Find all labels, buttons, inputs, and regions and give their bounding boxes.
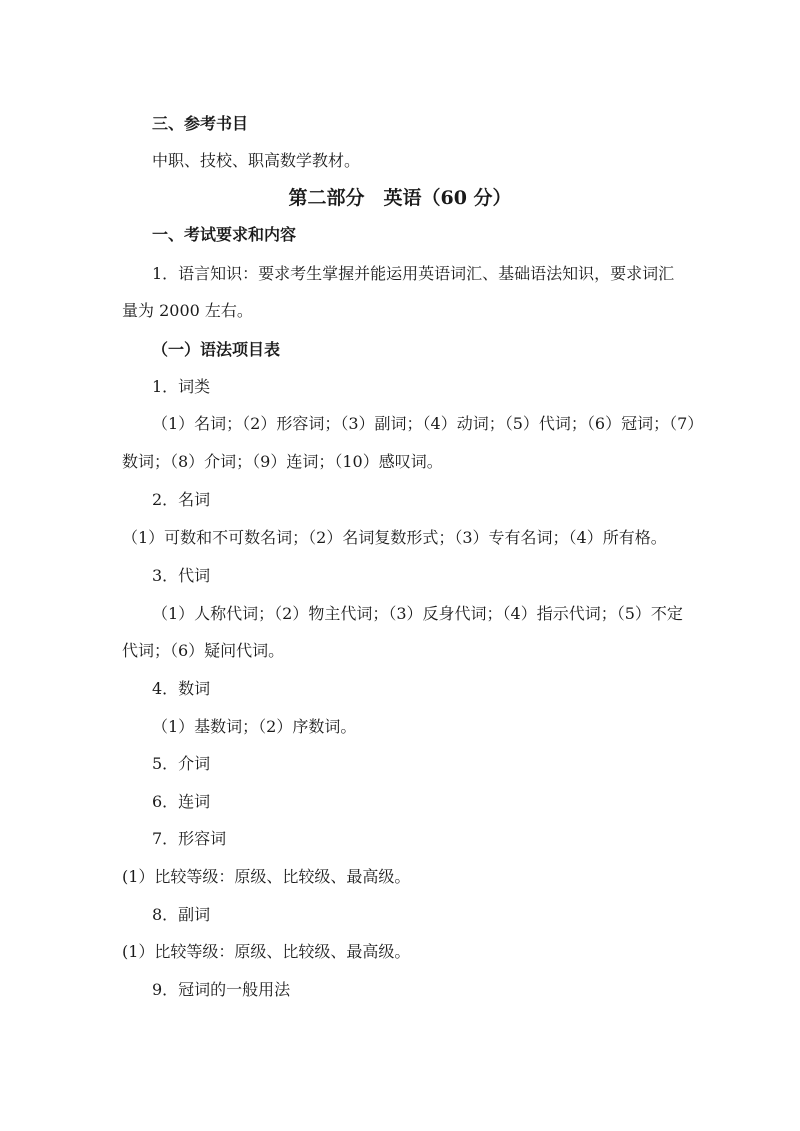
parts-of-speech-line-1: （1）名词；（2）形容词；（3）副词；（4）动词；（5）代词；（6）冠词；（7）: [152, 414, 704, 433]
nouns-text: （1）可数和不可数名词；（2）名词复数形式；（3）专有名词；（4）所有格。: [122, 528, 667, 547]
item-heading-numerals: 4．数词: [152, 679, 211, 698]
item-heading-pronouns: 3．代词: [152, 566, 211, 585]
item-heading-articles: 9．冠词的一般用法: [152, 980, 291, 999]
grammar-table-heading: （一）语法项目表: [152, 340, 281, 359]
section-heading-references: 三、参考书目: [152, 114, 249, 133]
adverbs-text: (1）比较等级：原级、比较级、最高级。: [122, 942, 411, 961]
language-knowledge-line-2: 量为 2000 左右。: [122, 301, 253, 320]
item-heading-prepositions: 5．介词: [152, 754, 211, 773]
pronouns-line-1: （1）人称代词；（2）物主代词；（3）反身代词；（4）指示代词；（5）不定: [152, 604, 683, 623]
parts-of-speech-line-2: 数词；（8）介词；（9）连词；（10）感叹词。: [122, 452, 443, 471]
language-knowledge-line-1: 1．语言知识：要求考生掌握并能运用英语词汇、基础语法知识，要求词汇: [152, 264, 675, 283]
item-heading-conjunctions: 6．连词: [152, 792, 211, 811]
adjectives-text: (1）比较等级：原级、比较级、最高级。: [122, 867, 411, 886]
item-heading-nouns: 2．名词: [152, 490, 211, 509]
item-heading-adverbs: 8．副词: [152, 905, 211, 924]
exam-requirements-heading: 一、考试要求和内容: [152, 225, 297, 244]
numerals-text: （1）基数词；（2）序数词。: [152, 717, 357, 736]
part-title-english: 第二部分 英语（60 分）: [288, 187, 512, 209]
item-heading-adjectives: 7．形容词: [152, 829, 227, 848]
references-text: 中职、技校、职高数学教材。: [152, 151, 361, 170]
item-heading-parts-of-speech: 1．词类: [152, 377, 211, 396]
pronouns-line-2: 代词；（6）疑问代词。: [122, 641, 285, 660]
